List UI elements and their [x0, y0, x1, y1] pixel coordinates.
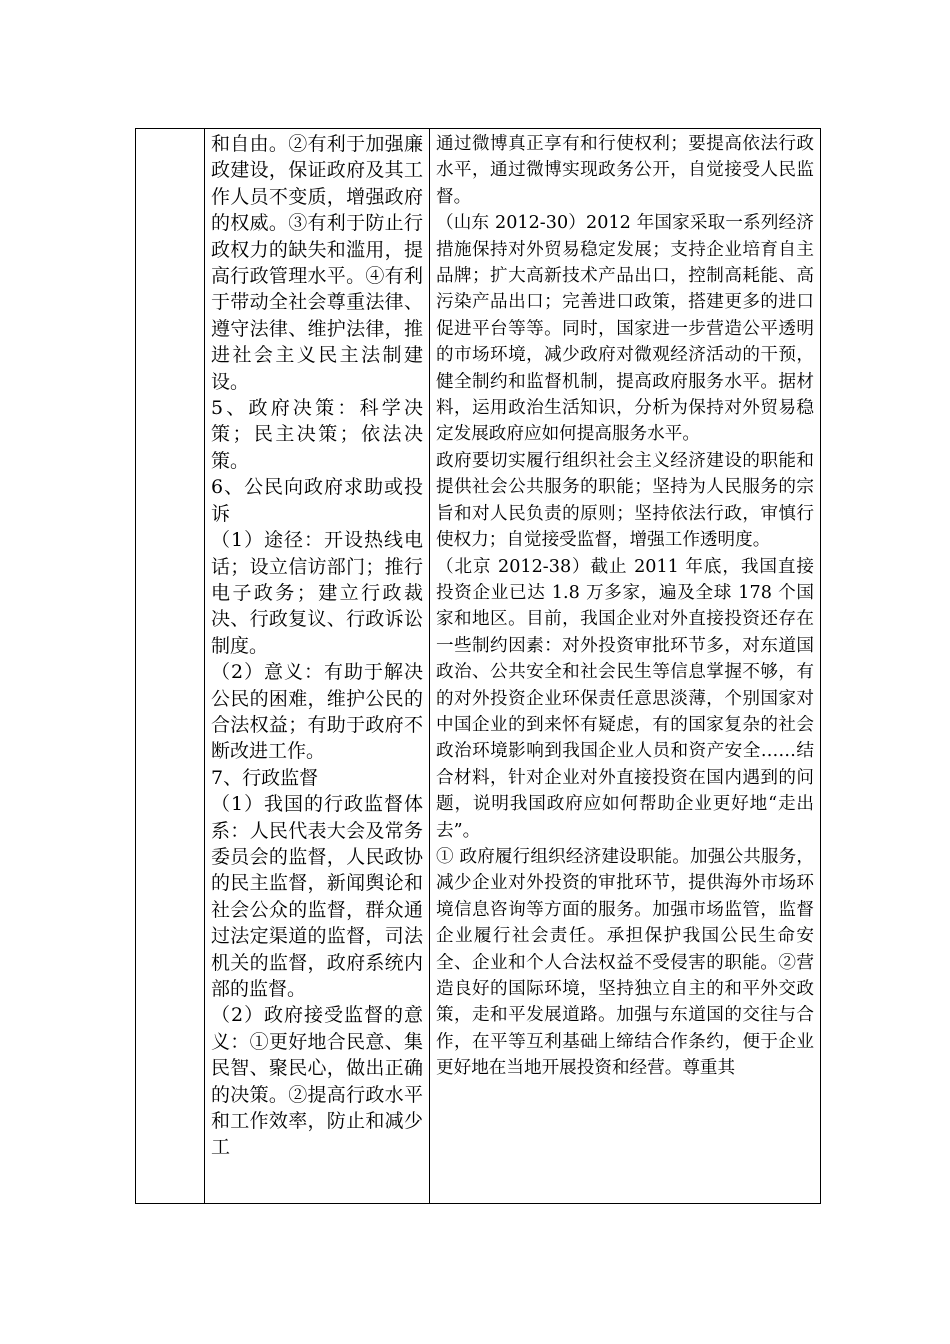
paragraph: （北京 2012-38）截止 2011 年底，我国直接投资企业已达 1.8 万多家，遍及全球 178 个国家和地区。目前，我国企业对外直接投资还存在一些制约因素：对外投资审批环节多，对东道国政治、公共安全和社会民生等信息掌握不够，有的对外投资企业环保责任意思淡薄，个别国家对中国企业的到来怀有疑虑，有的国家复杂的社会政治环境影响到我国企业人员和资产安全……结合材料，针对企业对外直接投资在国内遇到的问题，说明我国政府应如何帮助企业更好地“走出去”。 — [436, 556, 814, 841]
paragraph: 5、政府决策：科学决策；民主决策；依法决策。 — [211, 397, 423, 472]
paragraph: （1）我国的行政监督体系：人民代表大会及常务委员会的监督，人民政协的民主监督，新闻舆论和社会公众的监督，群众通过法定渠道的监督，司法机关的监督，政府系统内部的监督。 — [211, 793, 423, 1000]
knowledge-points-cell — [205, 129, 430, 1204]
paragraph: （2）政府接受监督的意义：①更好地合民意、集民智、聚民心，做出正确的决策。②提高行政水平和工作效率，防止和减少工 — [211, 1004, 423, 1159]
paragraph: 通过微博真正享有和行使权利；要提高依法行政水平，通过微博实现政务公开，自觉接受人民监督。 — [436, 134, 814, 207]
paragraph: （2）意义：有助于解决公民的困难，维护公民的合法权益；有助于政府不断改进工作。 — [211, 661, 423, 763]
paragraph: 政府要切实履行组织社会主义经济建设的职能和提供社会公共服务的职能；坚持为人民服务的宗旨和对人民负责的原则；坚持依法行政，审慎行使权力；自觉接受监督，增强工作透明度。 — [436, 450, 814, 551]
content-table — [135, 128, 821, 1204]
left-empty-cell — [136, 129, 205, 1204]
paragraph: （1）途径：开设热线电话；设立信访部门；推行电子政务；建立行政裁决、行政复议、行政诉讼制度。 — [211, 529, 423, 657]
paragraph: ① 政府履行组织经济建设职能。加强公共服务，减少企业对外投资的审批环节，提供海外市场环境信息咨询等方面的服务。加强市场监管，监督企业履行社会责任。承担保护我国公民生命安全、企业和个人合法权益不受侵害的职能。②营造良好的国际环境，坚持独立自主的和平外交政策，走和平发展道路。加强与东道国的交往与合作，在平等互利基础上缔结合作条约，便于企业更好地在当地开展投资和经营。尊重其 — [436, 846, 814, 1079]
paragraph: 7、行政监督 — [211, 766, 319, 789]
paragraph: 6、公民向政府求助或投诉 — [211, 476, 423, 525]
paragraph: （山东 2012-30）2012 年国家采取一系列经济措施保持对外贸易稳定发展；支持企业培育自主品牌；扩大高新技术产品出口，控制高耗能、高污染产品出口；完善进口政策，搭建更多的进口促进平台等等。同时，国家进一步营造公平透明的市场环境，减少政府对微观经济活动的干预，健全制约和监督机制，提高政府服务水平。据材料，运用政治生活知识，分析为保持对外贸易稳定发展政府应如何提高服务水平。 — [436, 213, 814, 445]
exam-questions-cell — [430, 129, 821, 1204]
paragraph: 和自由。②有利于加强廉政建设，保证政府及其工作人员不变质，增强政府的权威。③有利于防止行政权力的缺失和滥用，提高行政管理水平。④有利于带动全社会尊重法律、遵守法律、维护法律，推进社会主义民主法制建设。 — [211, 133, 423, 393]
table-row — [136, 129, 821, 1204]
